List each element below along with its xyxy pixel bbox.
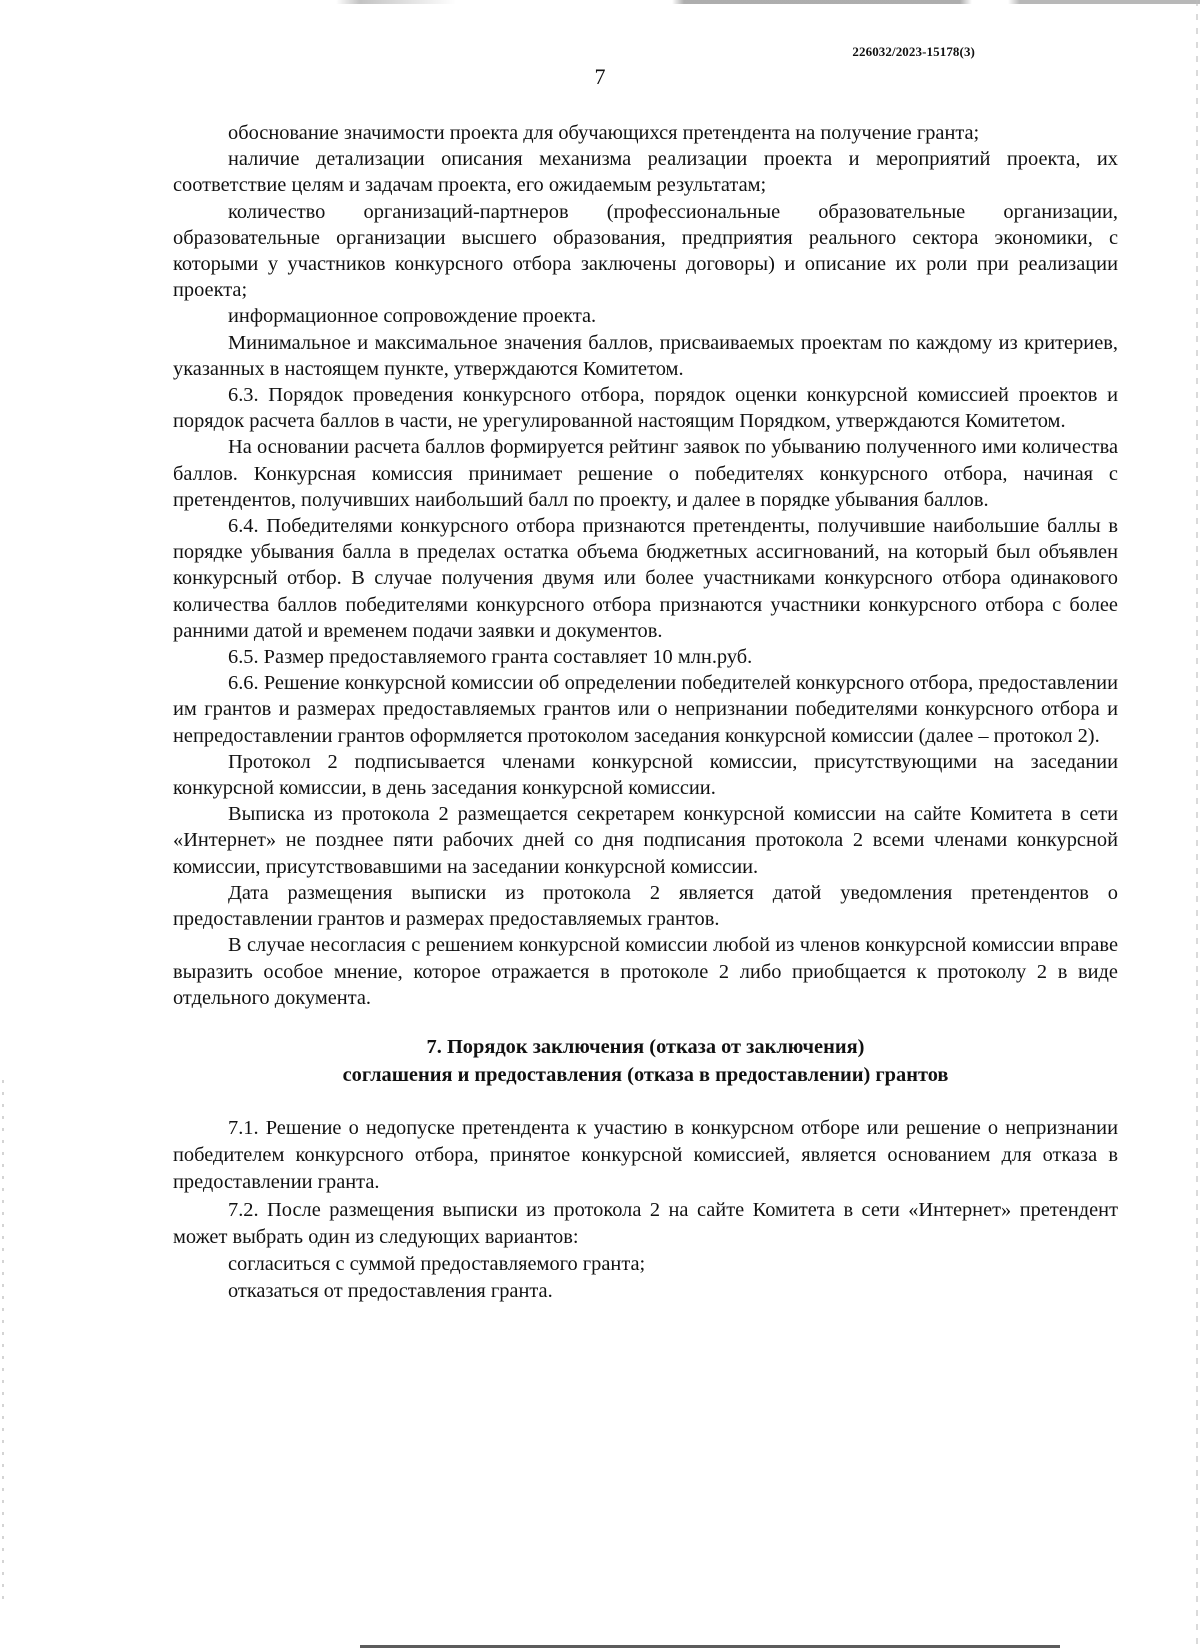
paragraph: информационное сопровождение проекта. xyxy=(228,305,597,328)
paragraph: 7.1. Решение о недопуске претендента к участию в конкурсном отборе или решение о непризнании победителем конкурсного отбора, принятое конкурсной комиссией, является основанием для отказа в предоставлении гранта. xyxy=(173,1116,1118,1194)
document-id: 226032/2023-15178(3) xyxy=(852,44,975,59)
paragraph: 6.6. Решение конкурсной комиссии об определении победителей конкурсного отбора, предоставлении им грантов и размерах предоставляемых грантов или о непризнании победителями конкурсного отбора и непредоставлении грантов оформляется протоколом заседания конкурсной комиссии (далее – протокол 2). xyxy=(173,672,1118,747)
paragraph: Протокол 2 подписывается членами конкурсной комиссии, присутствующими на заседании конкурсной комиссии, в день заседания конкурсной комиссии. xyxy=(173,750,1118,800)
paragraph: согласиться с суммой предоставляемого гранта; xyxy=(228,1252,646,1275)
paragraph: обоснование значимости проекта для обучающихся претендента на получение гранта; xyxy=(228,122,980,144)
paragraph: На основании расчета баллов формируется рейтинг заявок по убыванию полученного ими количества баллов. Конкурсная комиссия принимает решение о победителях конкурсного отбора, начиная с претендентов, получивших наибольший балл по проекту, и далее в порядке убывания баллов. xyxy=(173,436,1118,511)
scan-edge-right xyxy=(1196,0,1198,1651)
page-number: 7 xyxy=(594,64,606,89)
paragraph: 6.5. Размер предоставляемого гранта составляет 10 млн.руб. xyxy=(228,646,753,669)
document-body xyxy=(173,120,1118,1305)
paragraph: Дата размещения выписки из протокола 2 является датой уведомления претендентов о предоставлении грантов и размерах предоставляемых грантов. xyxy=(173,881,1118,931)
section-heading-line-1: 7. Порядок заключения (отказа от заключения) xyxy=(426,1035,865,1058)
scan-edge-bottom xyxy=(360,1645,1060,1648)
paragraph: 6.4. Победителями конкурсного отбора признаются претенденты, получившие наибольшие баллы в порядке убывания балла в пределах остатка объема бюджетных ассигнований, на который был объявлен конкурсный отбор. В случае получения двумя или более участниками конкурсного отбора одинакового количества баллов победителями конкурсного отбора признаются участники конкурсного отбора с более ранними датой и временем подачи заявки и документов. xyxy=(173,515,1118,642)
paragraph: количество организаций-партнеров (профессиональные образовательные организации, образовательные организации высшего образования, предприятия реального сектора экономики, с которыми у участников конкурсного отбора заключены договоры) и описание их роли при реализации проекта; xyxy=(173,200,1118,302)
paragraph: 7.2. После размещения выписки из протокола 2 на сайте Комитета в сети «Интернет» претендент может выбрать один из следующих вариантов: xyxy=(173,1198,1118,1248)
section-heading xyxy=(173,1033,1118,1089)
paragraph: наличие детализации описания механизма реализации проекта и мероприятий проекта, их соответствие целям и задачам проекта, его ожидаемым результатам; xyxy=(173,148,1118,197)
section-heading-line-2: соглашения и предоставления (отказа в предоставлении) грантов xyxy=(342,1063,949,1086)
spacer xyxy=(173,1089,1118,1115)
paragraph: Минимальное и максимальное значения баллов, присваиваемых проектам по каждому из критериев, указанных в настоящем пункте, утверждаются Комитетом. xyxy=(173,331,1118,380)
paragraph: отказаться от предоставления гранта. xyxy=(228,1280,553,1303)
paragraph: Выписка из протокола 2 размещается секретарем конкурсной комиссии на сайте Комитета в сети «Интернет» не позднее пяти рабочих дней со дня подписания протокола 2 всеми членами конкурсной комиссии, присутствовавшими на заседании конкурсной комиссии. xyxy=(173,803,1118,878)
scan-edge-left xyxy=(2,1080,4,1600)
scan-edge-top xyxy=(0,0,1200,4)
paragraph: В случае несогласия с решением конкурсной комиссии любой из членов конкурсной комиссии вправе выразить особое мнение, которое отражается в протоколе 2 либо приобщается к протоколу 2 в виде отдельного документа. xyxy=(173,934,1118,1009)
paragraph: 6.3. Порядок проведения конкурсного отбора, порядок оценки конкурсной комиссией проектов и порядок расчета баллов в части, не урегулированной настоящим Порядком, утверждаются Комитетом. xyxy=(173,384,1118,433)
